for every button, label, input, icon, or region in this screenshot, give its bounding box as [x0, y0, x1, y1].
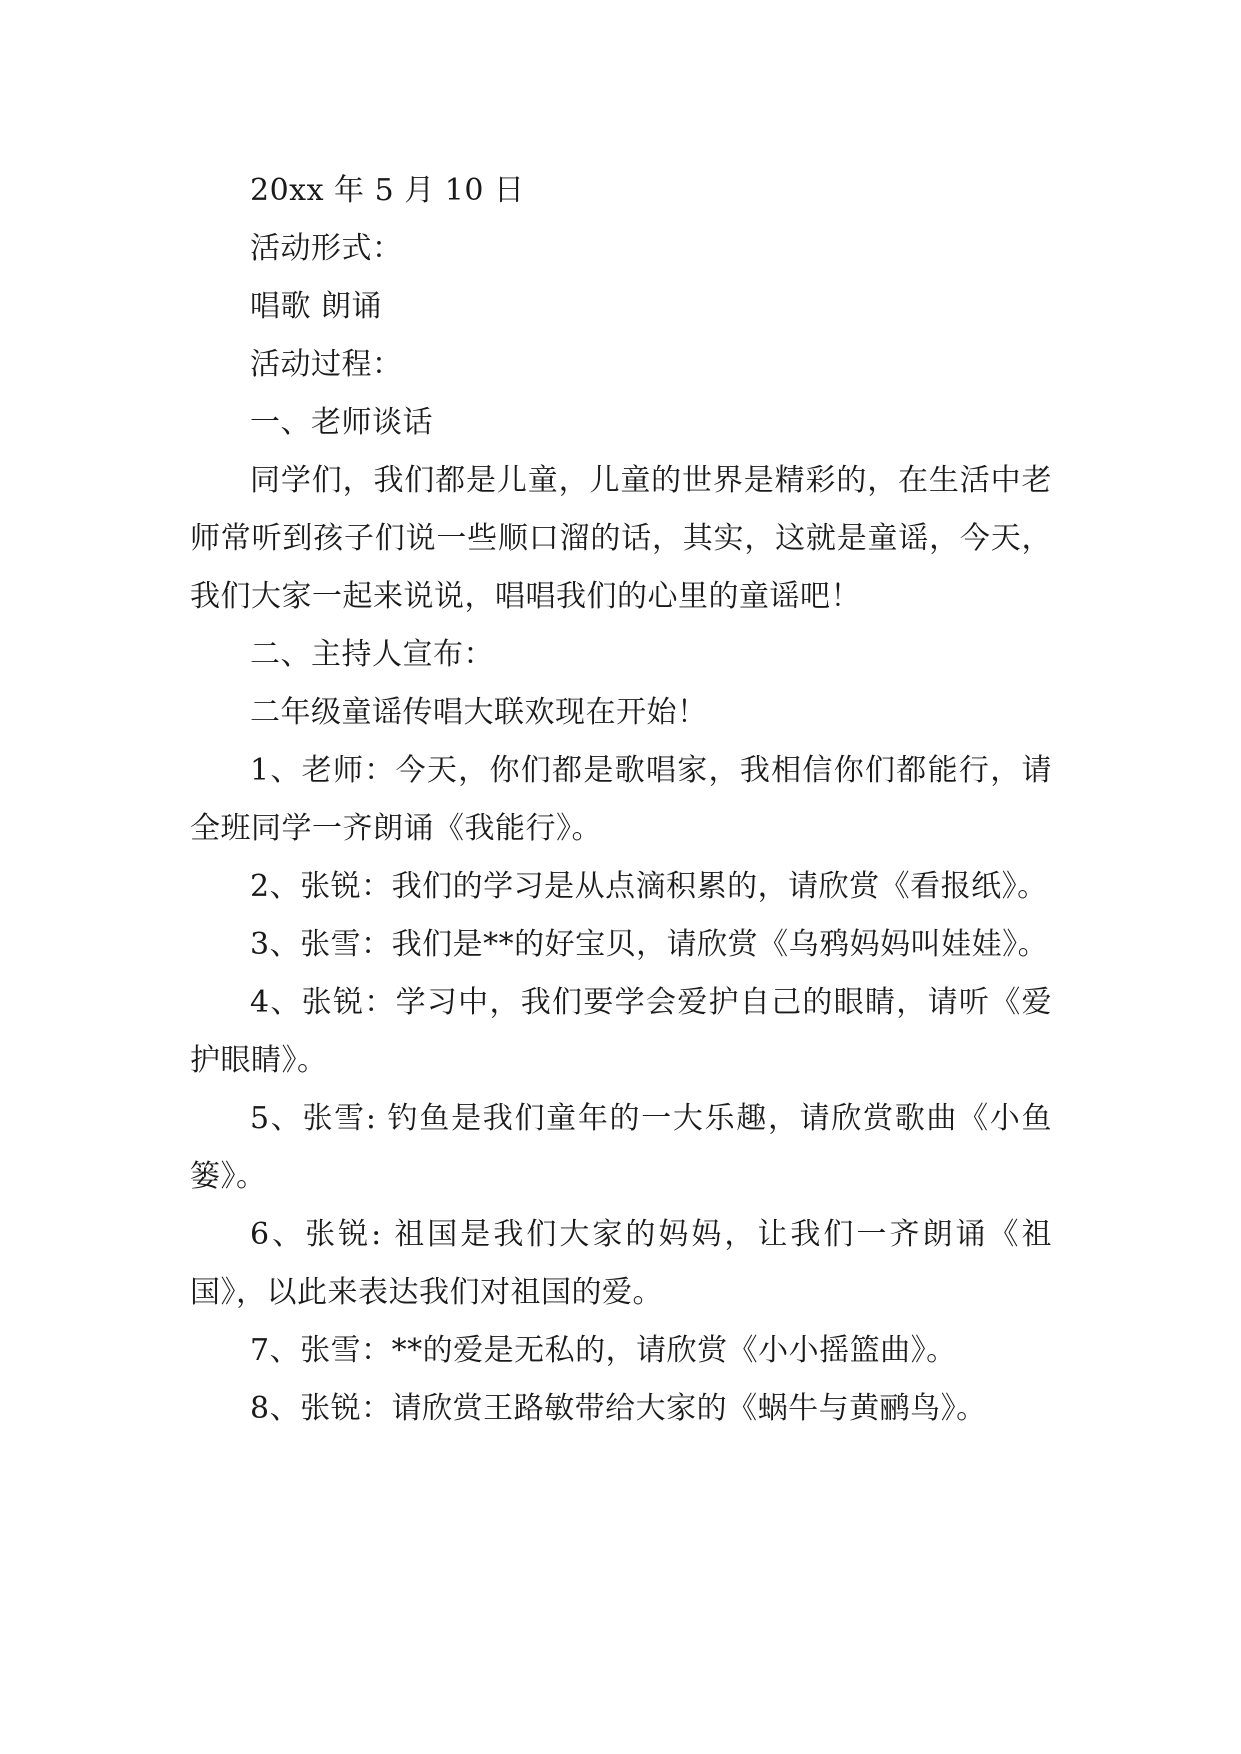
program-item-4: 4、张锐：学习中，我们要学会爱护自己的眼睛，请听《爱护眼睛》。: [190, 985, 1052, 1078]
activity-form-text: 唱歌 朗诵: [250, 289, 383, 324]
section-one-heading: 一、老师谈话: [250, 405, 433, 440]
document-body: [190, 162, 1052, 1438]
date-line: 20xx 年 5 月 10 日: [250, 173, 525, 208]
teacher-talk-paragraph: 同学们，我们都是儿童，儿童的世界是精彩的，在生活中老师常听到孩子们说一些顺口溜的话，其实，这就是童谣，今天，我们大家一起来说说，唱唱我们的心里的童谣吧！: [190, 463, 1052, 614]
activity-form-heading: 活动形式：: [250, 231, 403, 266]
opening-announcement: 二年级童谣传唱大联欢现在开始！: [250, 695, 708, 730]
program-item-1: 1、老师：今天，你们都是歌唱家，我相信你们都能行，请全班同学一齐朗诵《我能行》。: [190, 753, 1052, 846]
program-item-7: 7、张雪：**的爱是无私的，请欣赏《小小摇篮曲》。: [250, 1333, 957, 1368]
activity-process-heading: 活动过程：: [250, 347, 403, 382]
program-item-8: 8、张锐：请欣赏王路敏带给大家的《蜗牛与黄鹂鸟》。: [250, 1391, 987, 1426]
program-item-2: 2、张锐：我们的学习是从点滴积累的，请欣赏《看报纸》。: [250, 869, 1048, 904]
program-item-6: 6、张锐: 祖国是我们大家的妈妈，让我们一齐朗诵《祖国》，以此来表达我们对祖国的爱。: [190, 1217, 1052, 1310]
section-two-heading: 二、主持人宣布：: [250, 637, 494, 672]
program-item-3: 3、张雪：我们是**的好宝贝，请欣赏《乌鸦妈妈叫娃娃》。: [250, 927, 1049, 962]
program-item-5: 5、张雪: 钓鱼是我们童年的一大乐趣，请欣赏歌曲《小鱼篓》。: [190, 1101, 1052, 1194]
